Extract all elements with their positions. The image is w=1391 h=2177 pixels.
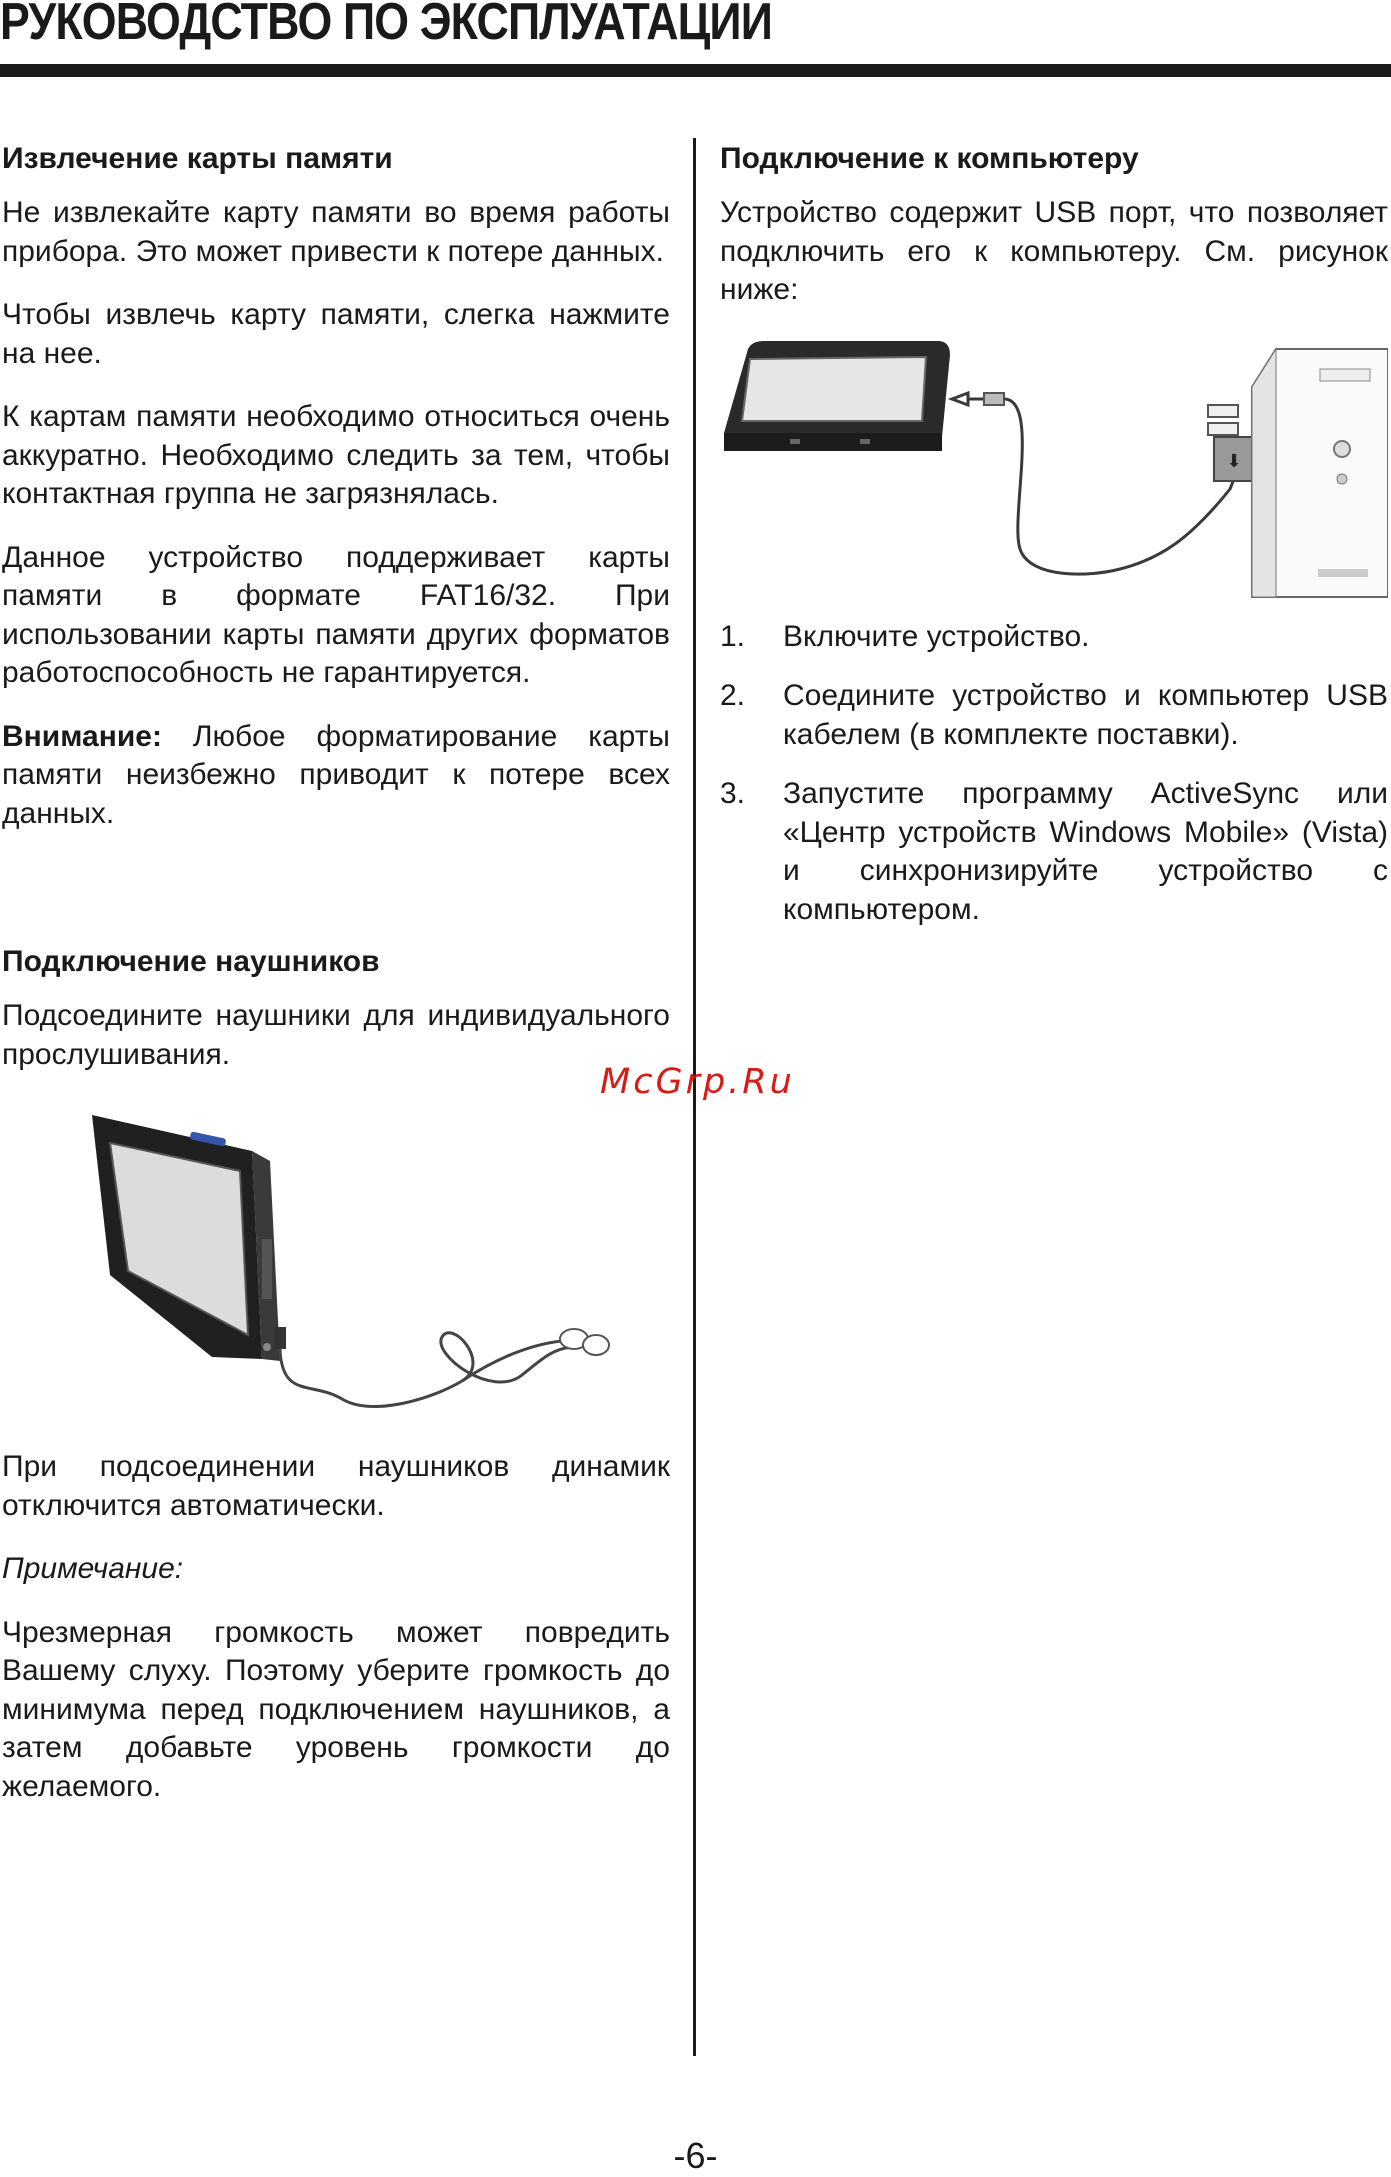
- warning-text: Любое форматирование карты памяти неизбежно приводит к потере всех данных.: [2, 719, 670, 830]
- step-text: Запустите программу ActiveSync или «Центр устройств Windows Mobile» (Vista) и синхронизируйте устройство с компьютером.: [783, 777, 1388, 926]
- headphones-cable-icon: [274, 1327, 592, 1406]
- paragraph: Чрезмерная громкость может повредить Вашему слуху. Поэтому уберите громкость до минимума перед подключением наушников, а затем добавьте уровень громкости до желаемого.: [2, 1615, 670, 1803]
- section-heading-computer: Подключение к компьютеру: [720, 142, 1139, 175]
- warning-paragraph: [2, 718, 670, 834]
- headphones-illustration: [72, 1099, 632, 1429]
- usb-cable-icon: [952, 393, 1238, 574]
- section-heading-headphones: Подключение наушников: [2, 945, 380, 978]
- step-number: 2.: [720, 679, 746, 712]
- paragraph: Не извлекайте карту памяти во время работы прибора. Это может привести к потере данных.: [2, 196, 670, 268]
- note-label: Примечание:: [2, 1552, 184, 1585]
- steps-list: [720, 618, 1388, 930]
- usb-plug-icon: [1214, 437, 1254, 481]
- page-number: -6-: [673, 2135, 718, 2176]
- list-item: [720, 677, 1388, 754]
- paragraph: При подсоединении наушников динамик отключится автоматически.: [2, 1450, 670, 1522]
- list-item: [720, 618, 1388, 657]
- left-column: [2, 130, 670, 1831]
- device-icon: [92, 1115, 280, 1361]
- svg-text:⬇: ⬇: [1226, 450, 1242, 472]
- step-text: Включите устройство.: [783, 619, 1090, 653]
- paragraph: Чтобы извлечь карту памяти, слегка нажмите на нее.: [2, 298, 670, 370]
- device-icon: [724, 341, 950, 451]
- step-number: 1.: [720, 619, 746, 653]
- right-column: [720, 130, 1388, 950]
- earphone-icon: [560, 1329, 609, 1355]
- title-rule: [0, 64, 1391, 77]
- usb-connection-illustration: [720, 329, 1388, 599]
- step-text: Соедините устройство и компьютер USB кабелем (в комплекте поставки).: [783, 679, 1388, 751]
- step-number: 3.: [720, 777, 746, 810]
- section-heading-memory-card: Извлечение карты памяти: [2, 142, 393, 175]
- page-title: РУКОВОДСТВО ПО ЭКСПЛУАТАЦИИ: [0, 0, 773, 51]
- paragraph: Устройство содержит USB порт, что позволяет подключить его к компьютеру. См. рисунок ниже:: [720, 196, 1388, 306]
- list-item: [720, 775, 1388, 929]
- paragraph: Подсоедините наушники для индивидуального прослушивания.: [2, 999, 670, 1071]
- warning-label: Внимание:: [2, 719, 162, 753]
- paragraph: Данное устройство поддерживает карты памяти в формате FAT16/32. При использовании карты памяти других форматов работоспособность не гарантируется.: [2, 540, 670, 689]
- watermark: McGrp.Ru: [600, 1062, 795, 1102]
- paragraph: К картам памяти необходимо относиться очень аккуратно. Необходимо следить за тем, чтобы контактная группа не загрязнялась.: [2, 400, 670, 510]
- spacer: [2, 858, 670, 933]
